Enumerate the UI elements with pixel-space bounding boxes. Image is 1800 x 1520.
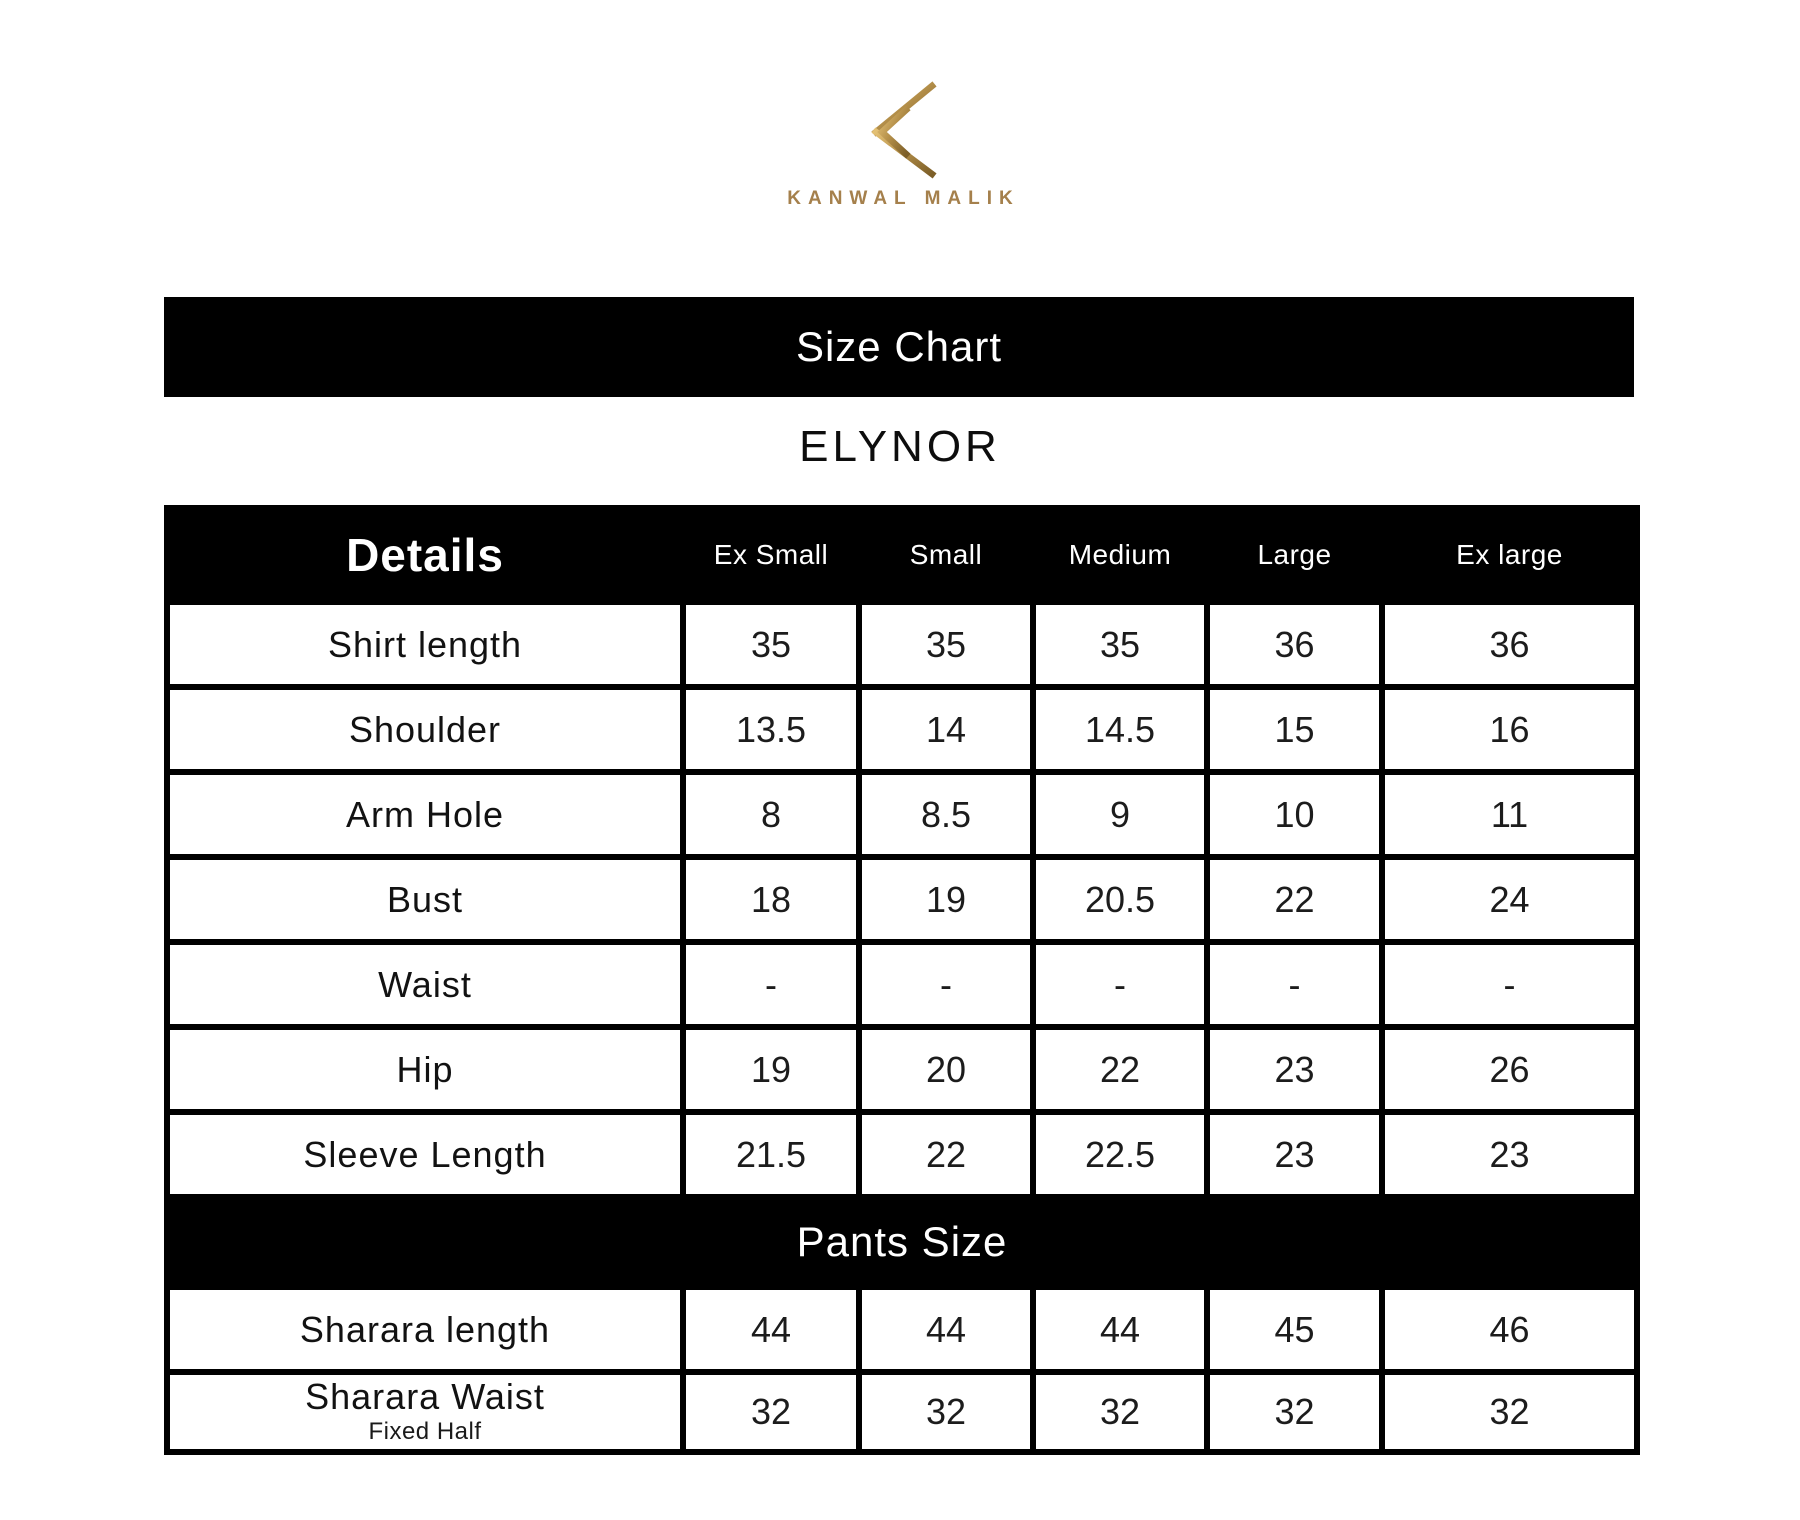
table-row-shirt-length	[167, 602, 1637, 687]
cell-value: 22.5	[1033, 1112, 1207, 1197]
row-label: Hip	[167, 1027, 683, 1112]
cell-value: 32	[1382, 1372, 1637, 1452]
cell-value: 45	[1207, 1287, 1382, 1372]
column-header-ex-small: Ex Small	[683, 508, 859, 602]
cell-value: 9	[1033, 772, 1207, 857]
column-header-small: Small	[859, 508, 1033, 602]
row-label: Waist	[167, 942, 683, 1027]
table-row-sharara-length	[167, 1287, 1637, 1372]
cell-value: 22	[859, 1112, 1033, 1197]
cell-value: 44	[859, 1287, 1033, 1372]
cell-value: 35	[859, 602, 1033, 687]
cell-value: 8	[683, 772, 859, 857]
row-label: Arm Hole	[167, 772, 683, 857]
cell-value: -	[1382, 942, 1637, 1027]
cell-value: 20	[859, 1027, 1033, 1112]
table-row-hip	[167, 1027, 1637, 1112]
cell-value: 32	[1207, 1372, 1382, 1452]
table-row-waist	[167, 942, 1637, 1027]
cell-value: 32	[683, 1372, 859, 1452]
cell-value: 14	[859, 687, 1033, 772]
size-chart-banner	[164, 297, 1634, 397]
row-label: Sharara length	[167, 1287, 683, 1372]
pants-size-section-header	[167, 1197, 1637, 1287]
cell-value: -	[1207, 942, 1382, 1027]
cell-value: 22	[1207, 857, 1382, 942]
cell-value: 20.5	[1033, 857, 1207, 942]
column-header-large: Large	[1207, 508, 1382, 602]
pants-size-label: Pants Size	[167, 1197, 1637, 1287]
cell-value: 15	[1207, 687, 1382, 772]
table-row-bust	[167, 857, 1637, 942]
cell-value: 22	[1033, 1027, 1207, 1112]
cell-value: 19	[859, 857, 1033, 942]
cell-value: 46	[1382, 1287, 1637, 1372]
cell-value: 11	[1382, 772, 1637, 857]
row-label: Bust	[167, 857, 683, 942]
cell-value: 32	[1033, 1372, 1207, 1452]
cell-value: 24	[1382, 857, 1637, 942]
size-chart-table	[164, 505, 1640, 1455]
cell-value: 44	[683, 1287, 859, 1372]
product-name: ELYNOR	[799, 422, 1001, 471]
row-label: Sleeve Length	[167, 1112, 683, 1197]
cell-value: 18	[683, 857, 859, 942]
cell-value: 36	[1382, 602, 1637, 687]
cell-value: 8.5	[859, 772, 1033, 857]
cell-value: 14.5	[1033, 687, 1207, 772]
cell-value: 23	[1207, 1112, 1382, 1197]
cell-value: -	[1033, 942, 1207, 1027]
row-label: Shoulder	[167, 687, 683, 772]
table-row-sleeve-length	[167, 1112, 1637, 1197]
table-row-sharara-waist	[167, 1372, 1637, 1452]
k-monogram-icon	[862, 80, 938, 180]
row-label-sub: Fixed Half	[368, 1417, 482, 1445]
row-label-main: Sharara Waist	[305, 1376, 545, 1418]
column-header-details: Details	[167, 508, 683, 602]
row-label: Shirt length	[167, 602, 683, 687]
table-row-arm-hole	[167, 772, 1637, 857]
column-header-medium: Medium	[1033, 508, 1207, 602]
row-label	[167, 1372, 683, 1452]
cell-value: 21.5	[683, 1112, 859, 1197]
table-row-shoulder	[167, 687, 1637, 772]
cell-value: 23	[1382, 1112, 1637, 1197]
cell-value: 35	[683, 602, 859, 687]
cell-value: 10	[1207, 772, 1382, 857]
brand-name: KANWAL MALIK	[787, 188, 1020, 209]
cell-value: 19	[683, 1027, 859, 1112]
cell-value: 44	[1033, 1287, 1207, 1372]
cell-value: -	[859, 942, 1033, 1027]
cell-value: 32	[859, 1372, 1033, 1452]
brand-header	[0, 80, 1800, 210]
cell-value: 26	[1382, 1027, 1637, 1112]
cell-value: 13.5	[683, 687, 859, 772]
cell-value: 36	[1207, 602, 1382, 687]
cell-value: -	[683, 942, 859, 1027]
column-header-ex-large: Ex large	[1382, 508, 1637, 602]
cell-value: 16	[1382, 687, 1637, 772]
size-chart-title: Size Chart	[795, 323, 1003, 370]
cell-value: 35	[1033, 602, 1207, 687]
table-header-row	[167, 508, 1637, 602]
cell-value: 23	[1207, 1027, 1382, 1112]
